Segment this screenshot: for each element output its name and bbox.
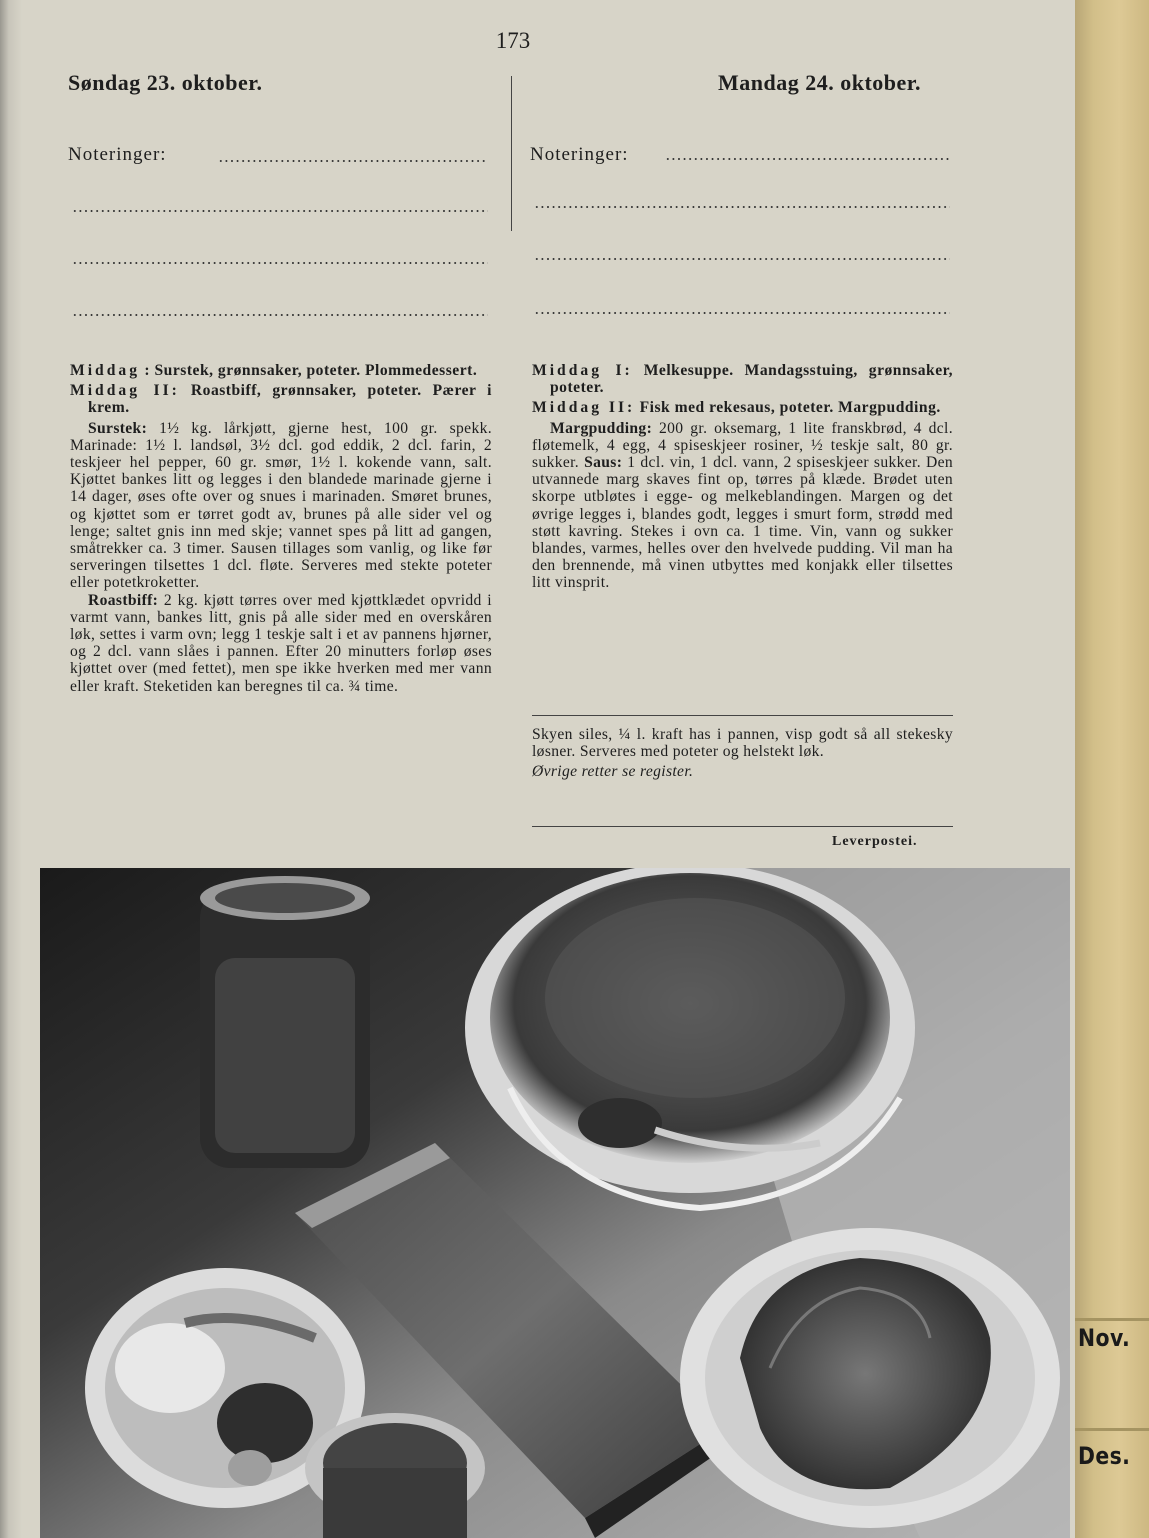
- tab-november[interactable]: Nov.: [1078, 1324, 1131, 1352]
- left-menu-1: Middag : Surstek, grønnsaker, poteter. Plommedessert.: [70, 362, 478, 379]
- rule-1: [532, 715, 953, 716]
- right-notes-line-1[interactable]: [665, 158, 950, 160]
- left-notes-label: Noteringer:: [68, 144, 167, 165]
- left-day-title: Søndag 23. oktober.: [68, 70, 263, 95]
- page-number: 173: [495, 28, 531, 53]
- continuation-text: Skyen siles, ¼ l. kraft has i pannen, visp godt så all stekesky løsner. Serveres med poteter og helstekt løk. Øvrige retter se register.: [532, 726, 953, 781]
- rule-2: [532, 826, 953, 827]
- photo-caption: Leverpostei.: [832, 834, 918, 849]
- right-menu-1: Middag I: Melkesuppe. Mandagsstuing, grønnsaker, poteter.: [532, 362, 953, 397]
- food-photo: [40, 868, 1070, 1538]
- column-divider: [511, 76, 512, 231]
- month-tab-strip: [1075, 0, 1149, 1538]
- left-notes-line-1[interactable]: [218, 160, 488, 162]
- left-notes-line-2[interactable]: [72, 210, 488, 212]
- right-notes-line-3[interactable]: [534, 258, 950, 260]
- right-day-title: Mandag 24. oktober.: [718, 70, 922, 95]
- page-edge: [0, 0, 22, 1538]
- recipe-roastbiff: Roastbiff: 2 kg. kjøtt tørres over med kjøttklædet opvridd i varmt vann, bankes litt, gnis på alle sider med en overskåren løk, settes i varm ovn; legg 1 teskje salt i et av pannens hjørner, og 2 dcl. vann slåes i pannen. Efter 20 minutters forløp øses kjøttet over (med fettet), men spe ikke hverken med mer vann eller kraft. Steketiden kan beregnes til ca. ¾ time.: [70, 591, 492, 695]
- right-recipe-column: [532, 362, 953, 592]
- left-notes-line-4[interactable]: [72, 314, 488, 316]
- left-notes-line-3[interactable]: [72, 262, 488, 264]
- recipe-margpudding: Margpudding: 200 gr. oksemarg, 1 lite franskbrød, 4 dcl. fløtemelk, 4 egg, 4 spiseskjeer rosiner, ½ teskje salt, 80 gr. sukker. Saus: 1 dcl. vin, 1 dcl. vann, 2 spiseskjeer sukker. Den utvannede marg skaves fint op, tørres på klæde. Brødet uten skorpe utbløtes i egge- og melkeblandingen. Margen og det øvrige legges i, blandes godt, legges i smurt form, strødd med støtt kavring. Stekes i ovn ca. 1 time. Vin, vann og sukker blandes, varmes, helles over den hvelvede pudding. Vil man ha den brennende, må vinen utbyttes med konjakk eller tilsettes litt vinsprit.: [532, 419, 954, 592]
- left-menu-2: Middag II: Roastbiff, grønnsaker, poteter. Pærer i krem.: [70, 382, 493, 417]
- other-dishes-note: Øvrige retter se register.: [532, 763, 694, 781]
- right-notes-line-2[interactable]: [534, 206, 950, 208]
- left-recipe-column: [70, 362, 492, 695]
- recipe-surstek: Surstek: 1½ kg. lårkjøtt, gjerne hest, 100 gr. spekk. Marinade: 1½ l. landsøl, 3½ dcl. god eddik, 2 dcl. farin, 2 teskjeer hel pepper, 60 gr. smør, 1½ l. kokende vann, salt. Kjøttet bankes litt og legges i den blandede marinade gjerne i 14 dager, øses ofte over og snues i marinaden. Smøret brunes, og kjøttet som er tørret godt av, brunes på alle sider vel og lenge; saltet gnis inn med skje; vannet spes på litt ad gangen, småtrekker ca. 3 timer. Sausen tillages som vanlig, og like før serveringen tilsettes 1 dcl. fløte. Serveres med stekte poteter eller potetkroketter.: [70, 419, 492, 592]
- right-notes-label: Noteringer:: [530, 144, 629, 165]
- tab-december[interactable]: Des.: [1078, 1442, 1131, 1470]
- right-notes-line-4[interactable]: [534, 312, 950, 314]
- right-menu-2: Middag II: Fisk med rekesaus, poteter. Margpudding.: [532, 399, 941, 417]
